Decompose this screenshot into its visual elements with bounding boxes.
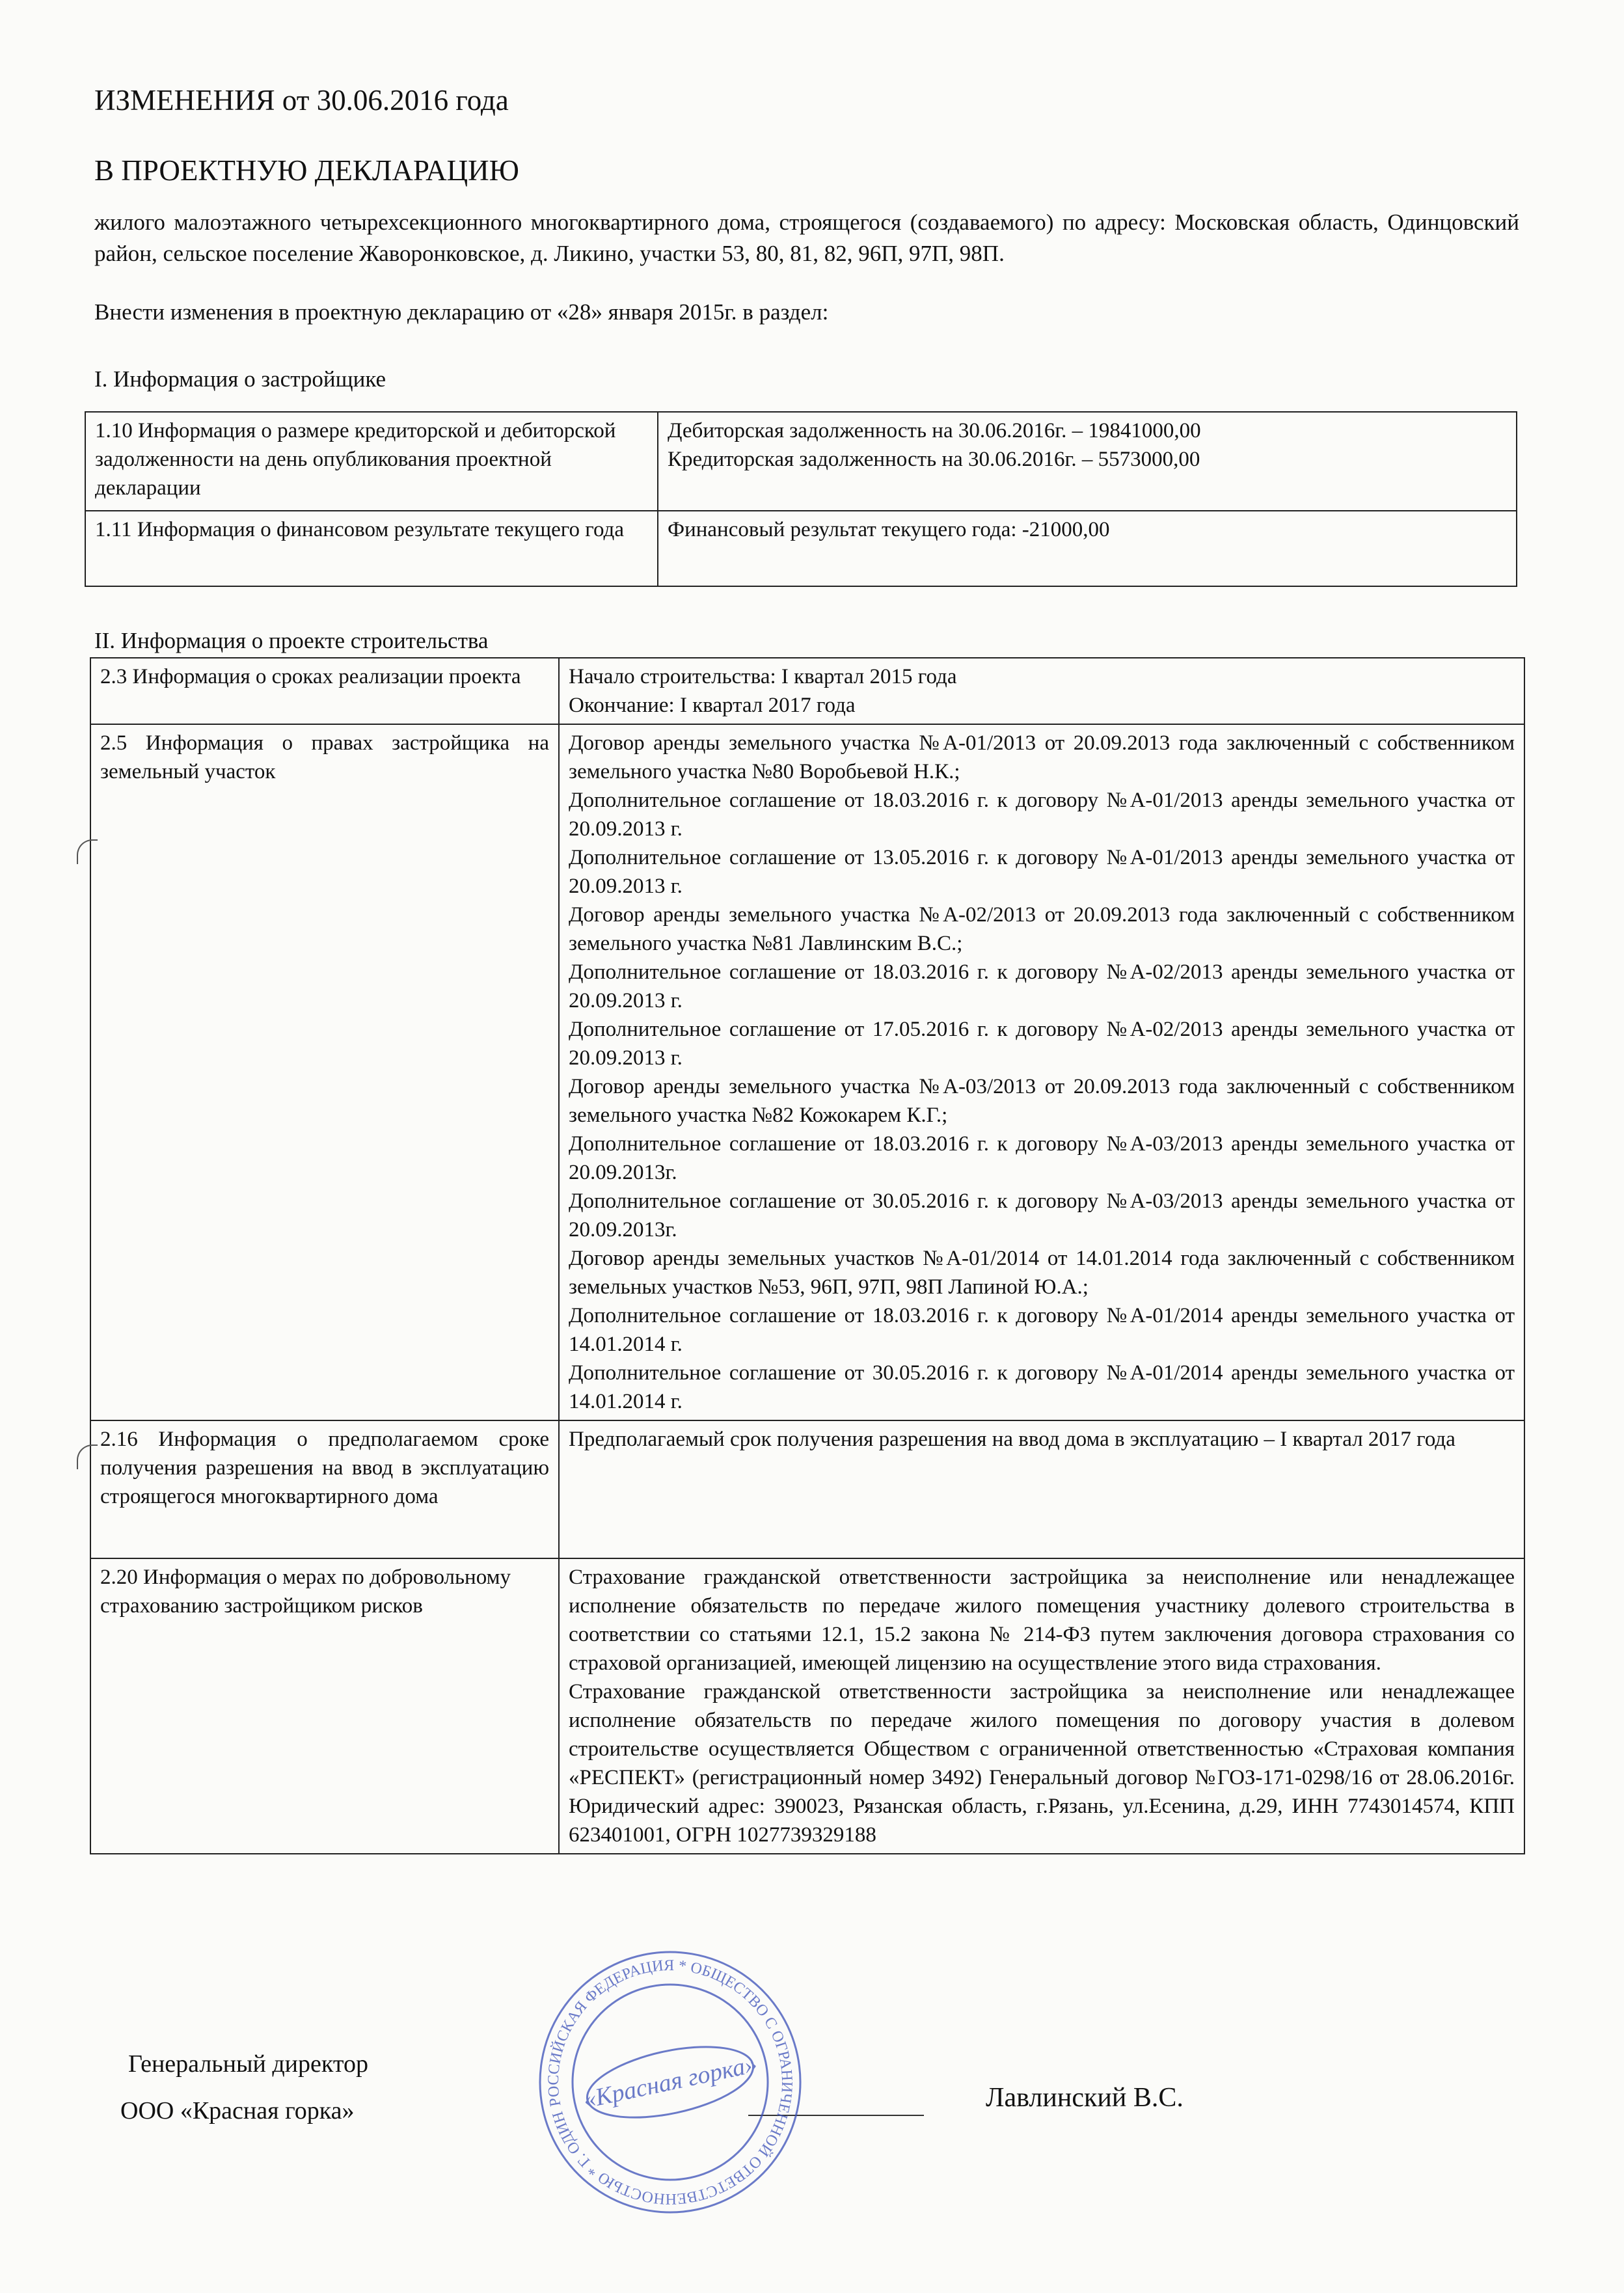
signer-company: ООО «Красная горка» (120, 2097, 355, 2124)
company-stamp (534, 1946, 807, 2219)
content-line: Дополнительное соглашение от 30.05.2016 г. к договору №А-01/2014 аренды земельного участка от 14.01.2014 г. (569, 1361, 1515, 1413)
content-line: Договор аренды земельных участков №А-01/2014 от 14.01.2014 года заключенный с собственником земельных участков №53, 96П, 97П, 98П Лапиной Ю.А.; (569, 1247, 1515, 1299)
signer-name: Лавлинский В.С. (986, 2083, 1184, 2113)
binding-mark (77, 839, 98, 864)
row-label: 2.16 Информация о предполагаемом сроке получения разрешения на ввод в эксплуатацию строящегося многоквартирного дома (90, 1420, 559, 1558)
row-content (559, 1558, 1524, 1854)
document-title: ИЗМЕНЕНИЯ от 30.06.2016 года (94, 84, 509, 116)
table-row (90, 724, 1524, 1420)
object-address: жилого малоэтажного четырехсекционного многоквартирного дома, строящегося (создаваемого) по адресу: Московская область, Одинцовский район, сельское поселение Жаворонковское, д. Ликино, участки 53, 80, 81, 82, 96П, 97П, 98П. (94, 210, 1519, 266)
signer-position: Генеральный директор (128, 2050, 368, 2078)
content-line: Окончание: I квартал 2017 года (569, 694, 856, 717)
section1-title: I. Информация о застройщике (94, 366, 386, 392)
intro-text: Внести изменения в проектную декларацию от «28» января 2015г. в раздел: (94, 299, 829, 325)
row-content (658, 511, 1517, 586)
binding-mark (77, 1445, 98, 1469)
table-row (90, 658, 1524, 724)
content-line: Дополнительное соглашение от 17.05.2016 г. к договору №А-02/2013 аренды земельного участка от 20.09.2013 г. (569, 1018, 1515, 1070)
content-line: Дополнительное соглашение от 13.05.2016 г. к договору №А-01/2013 аренды земельного участка от 20.09.2013 г. (569, 846, 1515, 898)
content-line: Договор аренды земельного участка №А-03/2013 от 20.09.2013 года заключенный с собственником земельного участка №82 Кожокарем К.Г.; (569, 1075, 1515, 1127)
table-row (85, 412, 1517, 511)
svg-text:«Красная горка»: «Красная горка» (580, 2050, 760, 2114)
row-label: 2.20 Информация о мерах по добровольному страхованию застройщиком рисков (90, 1558, 559, 1854)
content-line: Дебиторская задолженность на 30.06.2016г. – 19841000,00 (668, 419, 1201, 442)
row-content (559, 724, 1524, 1420)
content-line: Дополнительное соглашение от 18.03.2016 г. к договору №А-03/2013 аренды земельного участка от 20.09.2013г. (569, 1132, 1515, 1184)
content-line: Кредиторская задолженность на 30.06.2016г. – 5573000,00 (668, 448, 1200, 471)
table-row (90, 1420, 1524, 1558)
row-label: 2.5 Информация о правах застройщика на земельный участок (90, 724, 559, 1420)
content-line: Начало строительства: I квартал 2015 года (569, 665, 957, 688)
svg-text:РОССИЙСКАЯ ФЕДЕРАЦИЯ * ОБЩЕСТВ: РОССИЙСКАЯ ФЕДЕРАЦИЯ * ОБЩЕСТВО С ОГРАНИЧЕННОЙ ОТВЕТСТВЕННОСТЬЮ * Г. ОДИНЦОВО (545, 1957, 796, 2208)
row-label: 1.10 Информация о размере кредиторской и дебиторской задолженности на день опубликования проектной декларации (85, 412, 658, 511)
content-line: Страхование гражданской ответственности застройщика за неисполнение или ненадлежащее исполнение обязательств по передаче жилого помещения участнику долевого строительства в соответствии со статьями 12.1, 15.2 закона № 214-ФЗ путем заключения договора страхования со страховой организацией, имеющей лицензию на осуществление этого вида страхования. (569, 1566, 1515, 1675)
content-line: Дополнительное соглашение от 18.03.2016 г. к договору №А-02/2013 аренды земельного участка от 20.09.2013 г. (569, 960, 1515, 1012)
row-label: 1.11 Информация о финансовом результате текущего года (85, 511, 658, 586)
content-line: Договор аренды земельного участка №А-02/2013 от 20.09.2013 года заключенный с собственником земельного участка №81 Лавлинским В.С.; (569, 903, 1515, 955)
project-info-table (90, 657, 1525, 1854)
content-line: Предполагаемый срок получения разрешения на ввод дома в эксплуатацию – I квартал 2017 года (569, 1428, 1455, 1451)
content-line: Дополнительное соглашение от 30.05.2016 г. к договору №А-03/2013 аренды земельного участка от 20.09.2013г. (569, 1189, 1515, 1241)
row-content (559, 658, 1524, 724)
document-subtitle: В ПРОЕКТНУЮ ДЕКЛАРАЦИЮ (94, 154, 519, 187)
content-line: Дополнительное соглашение от 18.03.2016 г. к договору №А-01/2013 аренды земельного участка от 20.09.2013 г. (569, 789, 1515, 841)
content-line: Страхование гражданской ответственности застройщика за неисполнение или ненадлежащее исполнение обязательств по передаче жилого помещения по договору участия в долевом строительстве осуществляется Обществом с ограниченной ответственностью «Страховая компания «РЕСПЕКТ» (регистрационный номер 3492) Генеральный договор №ГОЗ-171-0298/16 от 28.06.2016г. Юридический адрес: 390023, Рязанская область, г.Рязань, ул.Есенина, д.29, ИНН 7743014574, КПП 623401001, ОГРН 1027739329188 (569, 1680, 1515, 1847)
content-line: Договор аренды земельного участка №А-01/2013 от 20.09.2013 года заключенный с собственником земельного участка №80 Воробьевой Н.К.; (569, 731, 1515, 783)
table-row (85, 511, 1517, 586)
table-row (90, 1558, 1524, 1854)
section2-title: II. Информация о проекте строительства (94, 628, 489, 653)
developer-info-table (85, 411, 1517, 587)
row-content (658, 412, 1517, 511)
content-line: Дополнительное соглашение от 18.03.2016 г. к договору №А-01/2014 аренды земельного участка от 14.01.2014 г. (569, 1304, 1515, 1356)
row-label: 2.3 Информация о сроках реализации проекта (90, 658, 559, 724)
row-content (559, 1420, 1524, 1558)
content-line: Финансовый результат текущего года: -21000,00 (668, 518, 1110, 541)
